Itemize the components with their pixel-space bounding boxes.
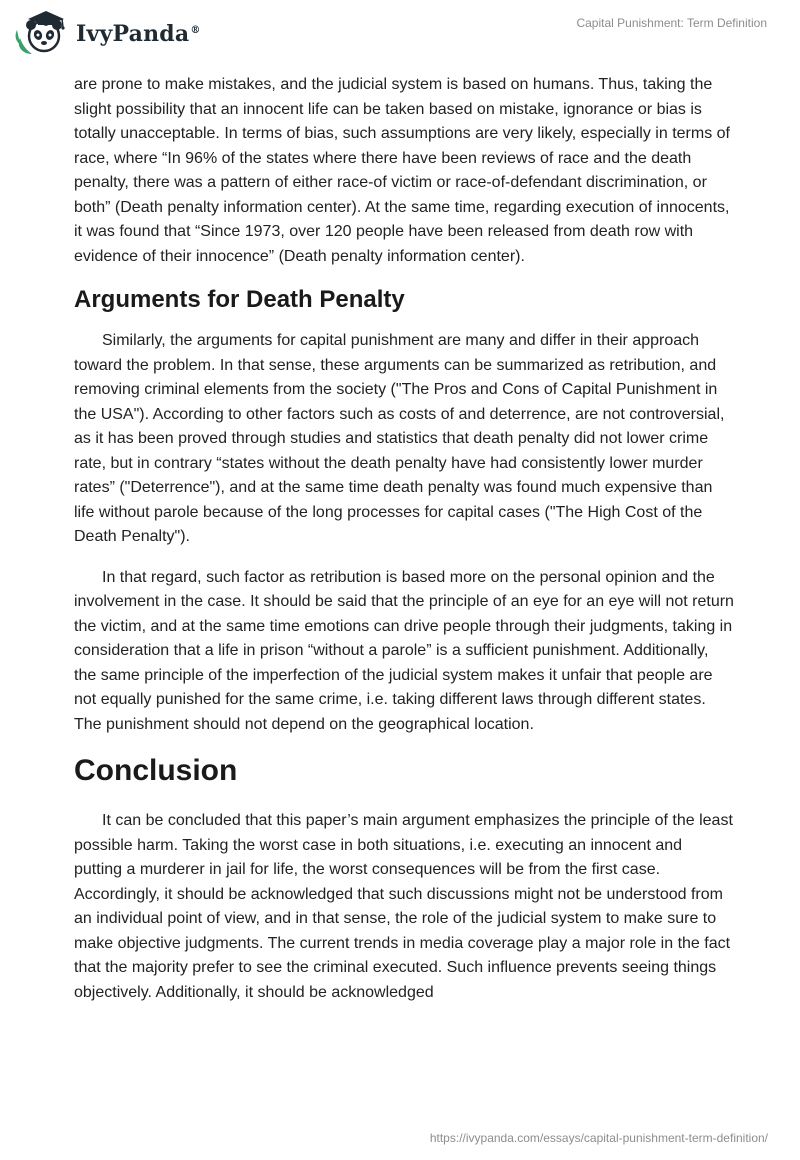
essay-content xyxy=(74,73,734,1021)
ivypanda-logo[interactable] xyxy=(14,8,214,58)
brand-text: IvyPanda xyxy=(76,21,190,47)
paragraph-retribution: In that regard, such factor as retribution is based more on the personal opinion and the involvement in the case. It should be said that the principle of an eye for an eye will not return the victim, and at the same time emotions can drive people through their judgments, taking in consideration that a life in prison “without a parole” is a sufficient punishment. Additionally, the same principle of the imperfection of the judicial system makes it unfair that people are not equally punished for the same crime, i.e. taking different laws through different states. The punishment should not depend on the geographical location. xyxy=(74,568,734,733)
paragraph-continuation: are prone to make mistakes, and the judicial system is based on humans. Thus, taking the slight possibility that an innocent life can be taken based on mistake, ignorance or bias is totally unacceptable. In terms of bias, such assumptions are very likely, especially in terms of race, where “In 96% of the states where there have been reviews of race and the death penalty, there was a pattern of either race-of victim or race-of-defendant discrimination, or both” (Death penalty information center). At the same time, regarding execution of innocents, it was found that “Since 1973, over 120 people have been released from death row with evidence of their innocence” (Death penalty information center). xyxy=(74,76,730,265)
document-title: Capital Punishment: Term Definition xyxy=(576,16,767,30)
panda-graduate-icon xyxy=(14,8,72,56)
paragraph-arguments-summary: Similarly, the arguments for capital punishment are many and differ in their approach toward the problem. In that sense, these arguments can be summarized as retribution, and removing criminal elements from the society ("The Pros and Cons of Capital Punishment in the USA"). According to other factors such as costs of and deterrence, are not controversial, as it has been proved through studies and statistics that death penalty did not lower crime rate, but in contrary “states without the death penalty have had consistently lower murder rates” ("Deterrence"), and at the same time death penalty was found much expensive than life without parole because of the long processes for capital cases ("The High Cost of the Death Penalty"). xyxy=(74,332,725,545)
brand-name xyxy=(76,21,201,47)
heading-conclusion: Conclusion xyxy=(74,754,238,787)
registered-mark: ® xyxy=(190,24,201,36)
heading-arguments-for-death-penalty: Arguments for Death Penalty xyxy=(74,286,405,313)
page-header xyxy=(0,0,800,70)
paragraph-conclusion: It can be concluded that this paper’s main argument emphasizes the principle of the least possible harm. Taking the worst case in both situations, i.e. executing an innocent and putting a murderer in jail for life, the worst consequences will be from the first case. Accordingly, it should be acknowledged that such discussions might not be understood from an individual point of view, and in that sense, the role of the judicial system to make sure to make objective judgments. The current trends in media coverage play a major role in the fact that the majority prefer to see the criminal executed. Such influence prevents seeing things objectively. Additionally, it should be acknowledged xyxy=(74,812,733,1001)
source-url[interactable]: https://ivypanda.com/essays/capital-punishment-term-definition/ xyxy=(429,1131,768,1145)
